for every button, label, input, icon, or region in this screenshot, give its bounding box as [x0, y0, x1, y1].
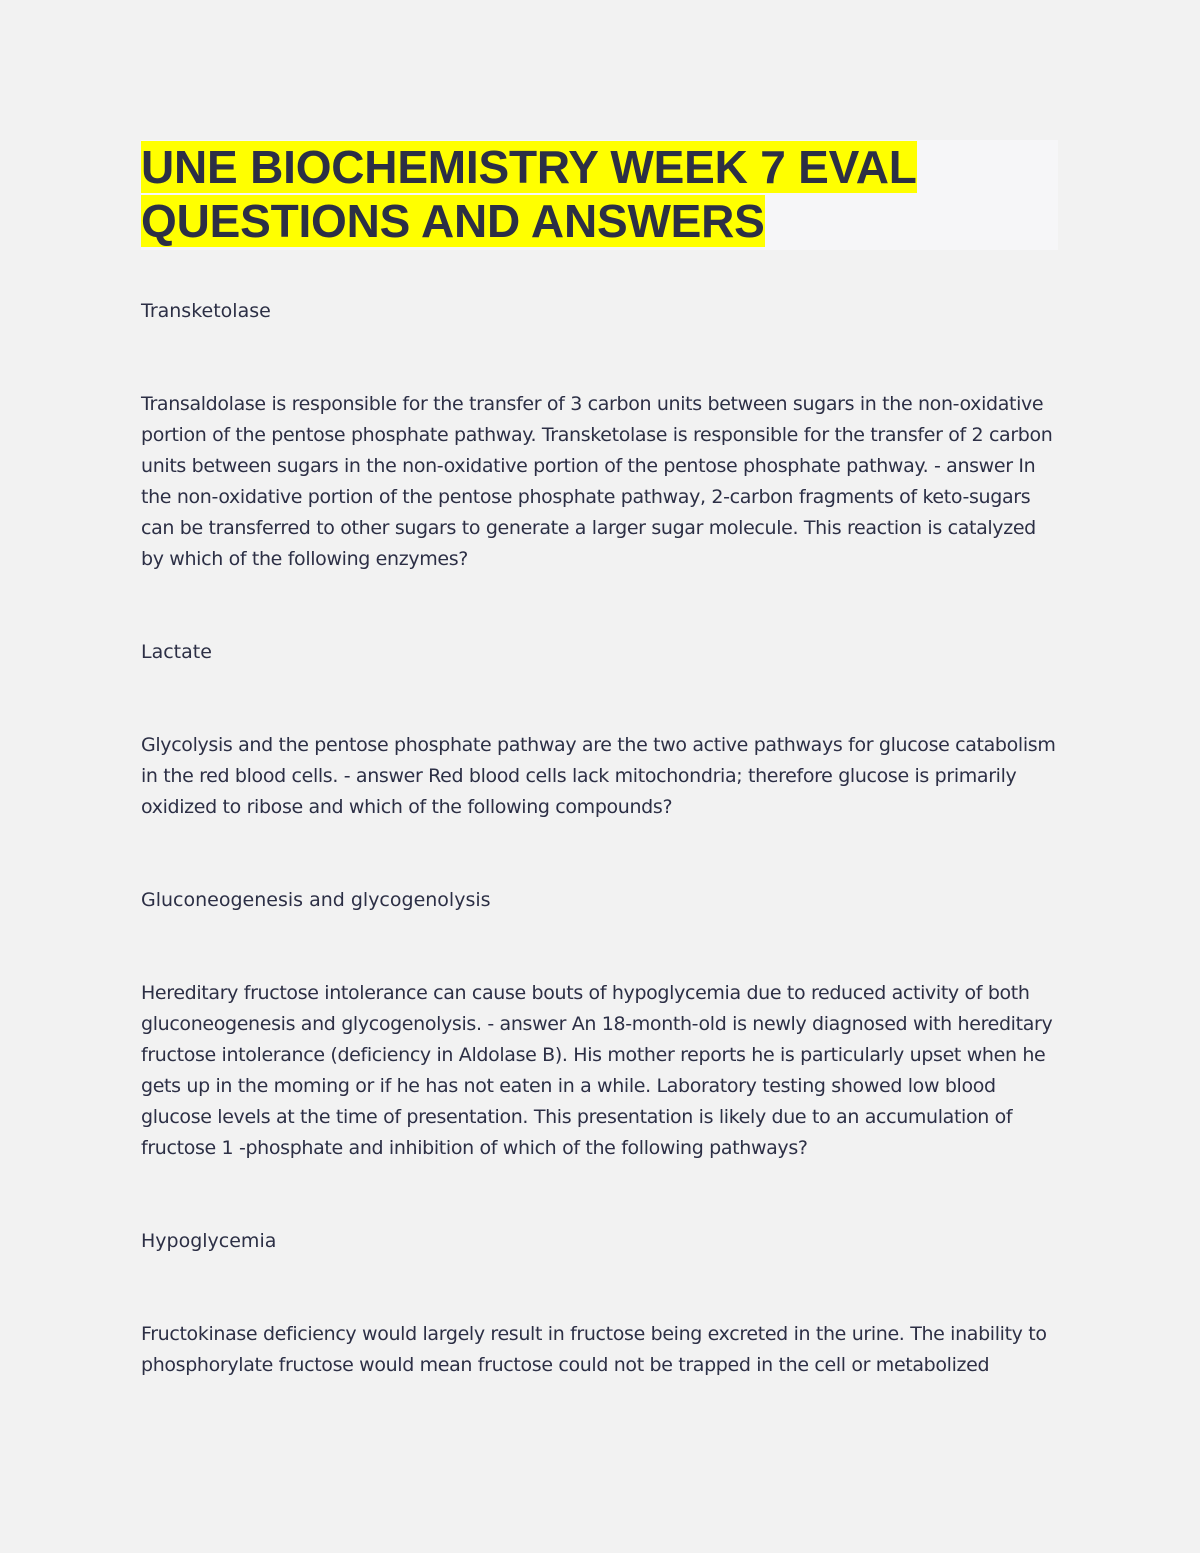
spacer [141, 1257, 1061, 1319]
spacer [141, 916, 1061, 978]
answer-text: Hypoglycemia [141, 1230, 277, 1252]
spacer [141, 823, 1061, 885]
answer-text: Gluconeogenesis and glycogenolysis [141, 889, 491, 911]
spacer [141, 668, 1061, 730]
title-block [141, 140, 1058, 250]
spacer [141, 1164, 1061, 1226]
question-text: Glycolysis and the pentose phosphate pathway are the two active pathways for glucose catabolism in the red blood cells. - answer Red blood cells lack mitochondria; therefore glucose is primarily oxidized to ribose and which of the following compounds? [141, 734, 1056, 818]
question-text: Transaldolase is responsible for the transfer of 3 carbon units between sugars in the non-oxidative portion of the pentose phosphate pathway. Transketolase is responsible for the transfer of 2 carbon units between sugars in the non-oxidative portion of the pentose phosphate pathway. - answer In the non-oxidative portion of the pentose phosphate pathway, 2-carbon fragments of keto-sugars can be transferred to other sugars to generate a larger sugar molecule. This reaction is catalyzed by which of the following enzymes? [141, 393, 1053, 570]
qa-content [141, 296, 1061, 1381]
answer-text: Lactate [141, 641, 212, 663]
spacer [141, 327, 1061, 389]
question-text: Hereditary fructose intolerance can cause bouts of hypoglycemia due to reduced activity of both gluconeogenesis and glycogenolysis. - answer An 18-month-old is newly diagnosed with hereditary fructose intolerance (deficiency in Aldolase B). His mother reports he is particularly upset when he gets up in the moming or if he has not eaten in a while. Laboratory testing showed low blood glucose levels at the time of presentation. This presentation is likely due to an accumulation of fructose 1 -phosphate and inhibition of which of the following pathways? [141, 982, 1053, 1159]
question-text: Fructokinase deficiency would largely result in fructose being excreted in the urine. The inability to phosphorylate fructose would mean fructose could not be trapped in the cell or metabolized [141, 1323, 1047, 1376]
title-line-2: QUESTIONS AND ANSWERS [141, 195, 765, 247]
answer-text: Transketolase [141, 300, 271, 322]
spacer [141, 575, 1061, 637]
title-line-1: UNE BIOCHEMISTRY WEEK 7 EVAL [141, 141, 917, 193]
document-title [141, 140, 1058, 248]
